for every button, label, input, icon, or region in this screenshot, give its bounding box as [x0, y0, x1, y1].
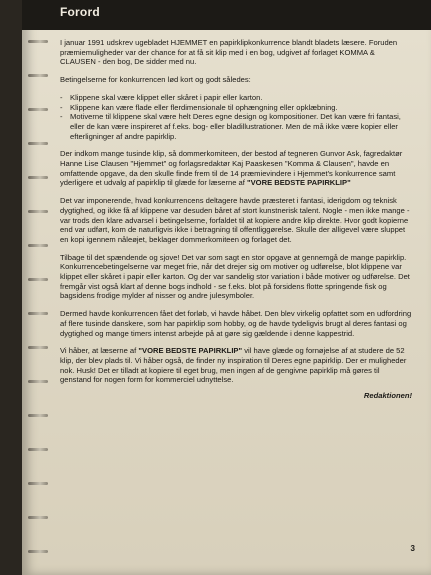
book-title-quote: "VORE BEDSTE PAPIRKLIP"	[247, 178, 351, 188]
binding-ring	[28, 448, 48, 451]
binding-ring	[28, 550, 48, 553]
condition-item: - Klippene skal være klippet eller skåret i papir eller karton.	[60, 92, 263, 102]
condition-item: - Motiverne til klippene skal være helt Deres egne design og kompositioner. Det kan være fri fantasi, eller de kan være inspireret af f.eks. bog- eller bladillustrationer. Men de må ikke være kopier eller efterligninger af andre papirklip.	[60, 112, 401, 141]
result-paragraph: Dermed havde konkurrencen fået det forløb, vi havde håbet. Den blev virkelig opfattet som en udfordring af flere tusinde danskere, som har papirklip som hobby, og de havde tydeligvis brugt al deres fantasi og dygtighed og mange timers intenst arbejde på at gøre sig gældende i denne kappestrid.	[60, 309, 412, 338]
binding-ring	[28, 312, 48, 315]
intro-paragraph: I januar 1991 udskrev ugebladet HJEMMET en papirklipkonkurrence blandt bladets læsere. Foruden præmiemuligheder var der chance for at få sit klip med i en bog, udgivet af forlaget KOMMA & CLAUSEN - den bog, De sidder med nu.	[60, 38, 398, 67]
binding-ring	[28, 482, 48, 485]
binding-ring	[28, 516, 48, 519]
spiral-binding	[22, 0, 52, 575]
committee-paragraph: Der indkom mange tusinde klip, så dommerkomiteen, der bestod af tegneren Gunvor Ask, fagredaktør Hanne Lise Clausen "Hjemmet" og forlagsredaktør Kaj Paaskesen "Komma & Clausen", havde en omfattende opgave, da den skulle finde frem til de 14 præmievindere i Hjemmet's konkurrence samt yderligere et udvalg af papirklip til glæde for læserne af "VORE BEDSTE PAPIRKLIP"	[60, 149, 403, 188]
binding-ring	[28, 142, 48, 145]
page-heading: Forord	[60, 5, 100, 19]
condition-item: - Klippene kan være flade eller flerdimensionale til ophængning eller opklæbning.	[60, 102, 338, 112]
conditions-list	[60, 93, 412, 142]
binding-ring	[28, 40, 48, 43]
binding-ring	[28, 346, 48, 349]
document-page	[22, 0, 431, 575]
binding-ring	[28, 414, 48, 417]
binding-ring	[28, 244, 48, 247]
binding-ring	[28, 210, 48, 213]
back-paragraph: Tilbage til det spændende og sjove! Det var som sagt en stor opgave at gennemgå de mange papirklip. Konkurrencebetingelserne var meget frie, når det drejer sig om motiver og udførelse, blot klippene var klippet eller skåret i papir eller karton. Og der var sandelig stor variation i både motiver og udførelse. Det fremgår vist også klart af denne bogs indhold - se f.eks. blot på forsidens flotte springende fisk og bagsidens frodige mylder af nisser og andre julesymboler.	[60, 252, 410, 301]
conditions-intro: Betingelserne for konkurrencen lød kort og godt således:	[60, 75, 251, 85]
binding-ring	[28, 108, 48, 111]
binding-ring	[28, 278, 48, 281]
impressive-paragraph: Det var imponerende, hvad konkurrencens deltagere havde præsteret i fantasi, iderigdom og teknisk dygtighed, og ikke få af klippene var desuden båret af stort kunstnerisk talent. Nogle - men ikke mange - var trods den klare advarsel i betingelserne, forfaldet til at kopiere andre klip direkte. Hvor godt kopierne end var udført, kom de naturligvis ikke i betragning til offentliggørelse. Skulle der alligevel være sluppet en kopi igennem nåleøjet, beklager dommerkomiteen og forlaget det.	[60, 196, 410, 244]
header-band	[22, 0, 431, 30]
page-body	[60, 38, 412, 401]
page-number: 3	[410, 544, 415, 553]
book-title-quote: "VORE BEDSTE PAPIRKLIP"	[138, 346, 243, 356]
binding-ring	[28, 74, 48, 77]
hope-paragraph: Vi håber, at læserne af "VORE BEDSTE PAPIRKLIP" vil have glæde og fornøjelse af at studere de 52 klip, der blev plads til. Vi håber også, de finder ny inspiration til Deres egne papirklip. Der er muligheder nok. Husk! Det er tilladt at kopiere til eget brug, men ingen af de gengivne papirklip må gøres til genstand for nogen form for kommerciel udnyttelse.	[60, 346, 407, 385]
signature: Redaktionen!	[363, 391, 412, 401]
binding-ring	[28, 176, 48, 179]
binding-ring	[28, 380, 48, 383]
